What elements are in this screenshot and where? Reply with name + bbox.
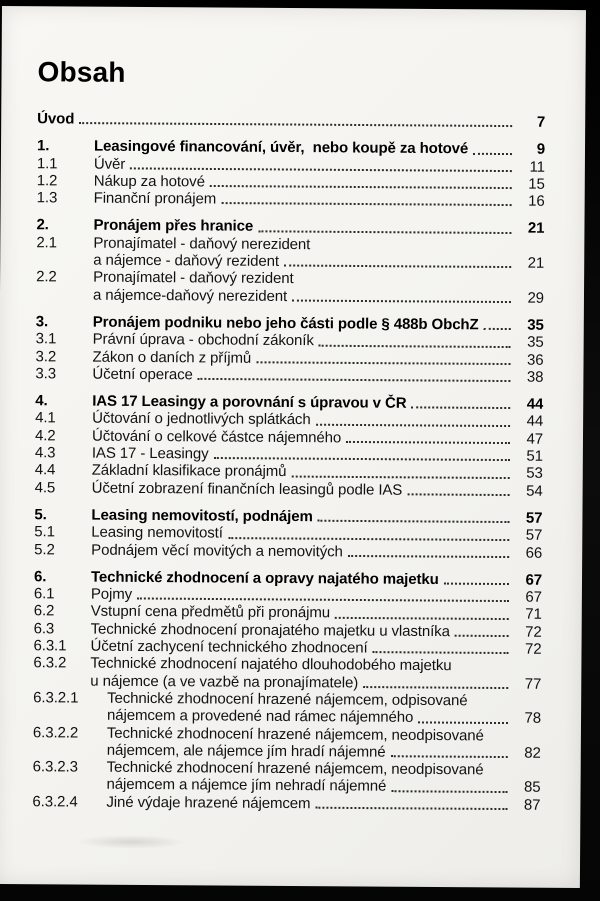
toc-entry-number: 4.1 — [35, 409, 56, 427]
toc-entry-number: 6.3 — [33, 619, 55, 638]
dot-leader — [348, 555, 509, 558]
toc-page-number: 47 — [526, 430, 544, 448]
toc-entry-number: 5.1 — [34, 523, 55, 541]
toc-line — [94, 190, 545, 210]
toc-entry-text: nájemcem a nájemce jím nehradí nájemné — [106, 776, 387, 796]
toc-entry — [36, 234, 544, 272]
toc-page-number: 44 — [526, 413, 544, 431]
toc-line — [106, 793, 540, 813]
toc-entry — [35, 365, 543, 386]
dot-leader — [411, 407, 510, 410]
toc-entry-text: Leasing nemovitostí, podnájem — [91, 506, 313, 526]
dot-leader — [284, 265, 511, 269]
toc-entry-text: Účetní operace — [92, 365, 193, 384]
toc-entry-body — [37, 110, 545, 131]
dot-leader — [455, 635, 509, 637]
dot-leader — [316, 423, 511, 426]
toc-entry-text: u nájemce (a ve vazbě na pronajímatele) — [90, 672, 359, 692]
dot-leader — [473, 152, 512, 154]
toc-entry-number: 4.2 — [34, 426, 56, 445]
toc-entry-body — [94, 190, 545, 210]
page-content — [32, 56, 545, 814]
dot-leader — [137, 598, 509, 603]
toc-entry-text: Leasing nemovitostí — [91, 523, 223, 542]
toc-page-number: 21 — [527, 220, 545, 238]
dot-leader — [228, 537, 509, 541]
toc-entry-body — [92, 365, 543, 385]
toc-entry-number: 1.1 — [36, 154, 58, 172]
toc-entry — [33, 724, 541, 762]
scanned-page — [0, 6, 586, 888]
toc-page-number: 35 — [527, 333, 544, 352]
dot-leader — [484, 328, 511, 330]
toc-page-number: 78 — [524, 709, 542, 727]
toc-page-number: 77 — [524, 675, 542, 693]
toc-entry-number: 5. — [34, 506, 47, 524]
toc-entry-body — [107, 724, 541, 762]
toc-entry-body — [92, 479, 543, 499]
toc-entry-text: nájemcem a provedené nad rámec nájemného — [106, 706, 414, 727]
toc-entry-number: 3.3 — [35, 365, 57, 383]
toc-entry-text: Právní úprava - obchodní zákoník — [92, 330, 314, 350]
toc-page-number: 29 — [527, 289, 545, 307]
toc-entry-text: Leasingové financování, úvěr, nebo koupě za hotové — [93, 137, 469, 158]
dot-leader — [198, 378, 511, 382]
toc-entry-body — [107, 759, 541, 797]
toc-entry-number: 6. — [33, 568, 47, 586]
toc-page-number: 54 — [526, 482, 543, 500]
toc-entry-text: nájemcem, ale nájemce jím hradí nájemné — [106, 741, 386, 761]
toc-entry-text: Zákon o daních z příjmů — [92, 348, 252, 367]
toc-entry-text: Úvod — [37, 110, 75, 128]
toc-entry-text: Jiné výdaje hrazené nájemcem — [106, 793, 311, 812]
toc-entry-body — [93, 269, 544, 307]
toc-entry-body — [91, 541, 542, 561]
toc-page-number: 44 — [526, 395, 544, 413]
toc-line — [93, 286, 544, 306]
toc-entry-number: 4.4 — [34, 461, 56, 479]
toc-entry-number: 4. — [35, 392, 48, 410]
toc-entry-number: 2.1 — [36, 234, 57, 252]
dot-leader — [335, 617, 509, 620]
toc-entry-text: Účetní zobrazení finančních leasingů podle IAS — [91, 479, 403, 499]
toc-entry-text: Pronájem přes hranice — [93, 217, 254, 236]
toc-page-number: 15 — [528, 175, 545, 193]
toc-page-number: 38 — [526, 368, 544, 386]
toc-entry — [33, 655, 541, 693]
toc-entry-text: Finanční pronájem — [93, 189, 217, 208]
toc-entry-number: 6.3.2 — [33, 654, 67, 672]
dot-leader — [418, 721, 508, 724]
toc-entry-number: 2.2 — [36, 268, 57, 286]
toc-line — [92, 365, 543, 385]
toc-entry-number: 1. — [36, 137, 50, 155]
toc-entry — [33, 758, 541, 796]
toc-page-number: 72 — [525, 623, 542, 641]
scan-smudge — [76, 835, 186, 850]
toc-entry — [37, 110, 545, 131]
toc-entry-number: 6.3.2.2 — [32, 723, 79, 742]
toc-page-number: 36 — [526, 351, 544, 369]
toc-entry — [33, 689, 541, 727]
toc-entry-text: Úvěr — [93, 155, 126, 173]
toc-entry-text: IAS 17 Leasingy a porovnání s úpravou v ČR — [92, 392, 407, 412]
toc-page-number: 16 — [528, 192, 545, 210]
toc-entry-text: Základní klasifikace pronájmů — [91, 461, 287, 481]
toc-page-number: 7 — [536, 113, 546, 131]
toc-entry-body — [93, 234, 544, 272]
toc-page-number: 53 — [526, 465, 543, 483]
toc-entry — [36, 269, 544, 307]
toc-entry-number: 1.2 — [36, 172, 58, 190]
dot-leader — [363, 686, 508, 689]
toc-page-number: 85 — [523, 779, 541, 797]
dot-leader — [319, 344, 511, 347]
dot-leader — [292, 300, 511, 304]
toc-entry-body — [90, 655, 541, 693]
toc-entry-number: 6.1 — [33, 585, 55, 603]
toc-page-number: 21 — [527, 254, 545, 272]
toc-entry-number: 4.5 — [34, 478, 56, 497]
dot-leader — [391, 790, 507, 793]
page-title: Obsah — [37, 56, 126, 88]
toc-entry-text: Pronajímatel - daňový nerezident — [93, 234, 311, 253]
toc-page-number: 51 — [526, 447, 543, 465]
dot-leader — [346, 441, 510, 444]
toc-entry-text: Vstupní cena předmětů při pronájmu — [90, 603, 331, 622]
toc-entry-text: Technické zhodnocení pronajatého majetku u vlastníka — [90, 620, 450, 640]
toc-entry-text: Podnájem věcí movitých a nemovitých — [91, 541, 343, 560]
toc-entry-body — [107, 690, 541, 728]
dot-leader — [258, 230, 511, 234]
toc-entry — [37, 189, 545, 210]
toc-page-number: 66 — [525, 544, 543, 562]
toc-page-number: 11 — [529, 158, 545, 176]
toc-entry-number: 6.3.1 — [33, 637, 67, 655]
toc-entry-text: a nájemce-daňový nerezident — [92, 286, 288, 305]
toc-entry-text: Pronajímatel - daňový rezident — [93, 269, 294, 288]
toc-entry-number: 6.3.2.1 — [33, 689, 79, 707]
toc-entry-text: Technické zhodnocení a opravy najatého majetku — [90, 568, 439, 588]
toc-entry-text: Nákup za hotové — [93, 172, 205, 191]
toc-entry-text: Účetní zachycení technického zhodnocení — [90, 637, 368, 657]
dot-leader — [315, 807, 507, 810]
dot-leader — [373, 651, 509, 654]
dot-leader — [444, 583, 509, 585]
toc-entry-number: 3.1 — [35, 330, 57, 348]
dot-leader — [130, 167, 512, 172]
toc-entry-text: Technické zhodnocení hrazené nájemcem, neodpisované — [106, 724, 484, 744]
toc-entry-body — [106, 793, 540, 813]
toc-entry — [35, 479, 543, 500]
toc-entry-text: a nájemce - daňový rezident — [93, 251, 280, 271]
dot-leader — [210, 185, 512, 189]
toc-entry-number: 5.2 — [34, 540, 55, 558]
dot-leader — [291, 475, 509, 479]
toc-entry-number: 2. — [36, 216, 49, 234]
toc-entry-text: Účtování o celkové částce nájemného — [91, 427, 342, 447]
dot-leader — [256, 361, 510, 365]
toc-line — [91, 541, 542, 561]
dot-leader — [79, 122, 512, 127]
toc-entry-text: Technické zhodnocení hrazené nájemcem, odpisované — [107, 689, 468, 710]
toc-list — [32, 110, 545, 814]
toc-entry-number: 4.3 — [34, 444, 56, 462]
toc-page-number: 72 — [524, 640, 542, 658]
dot-leader — [221, 203, 511, 207]
toc-entry-text: Pojmy — [90, 585, 133, 604]
toc-entry-number: 3.2 — [35, 347, 57, 365]
toc-page-number: 57 — [525, 509, 543, 527]
toc-page-number: 67 — [525, 571, 543, 589]
toc-entry-number: 6.2 — [33, 602, 55, 620]
toc-page-number: 67 — [525, 588, 542, 606]
toc-page-number: 82 — [524, 744, 541, 762]
toc-entry — [32, 793, 540, 814]
toc-entry-number: 1.3 — [36, 189, 58, 207]
toc-entry-text: Technické zhodnocení hrazené nájemcem, neodpisované — [106, 758, 484, 779]
toc-entry — [34, 541, 542, 562]
toc-entry-text: Pronájem podniku nebo jeho části podle § 488b ObchZ — [92, 313, 479, 334]
toc-page-number: 9 — [536, 141, 546, 159]
toc-page-number: 87 — [523, 796, 541, 814]
dot-leader — [214, 457, 510, 461]
toc-line — [92, 479, 543, 499]
toc-entry-number: 6.3.2.3 — [32, 758, 78, 776]
toc-entry-text: Účtování o jednotlivých splátkách — [92, 410, 311, 429]
toc-page-number: 35 — [527, 316, 544, 334]
toc-line — [37, 110, 545, 131]
dot-leader — [318, 520, 510, 523]
toc-page-number: 71 — [525, 606, 542, 624]
toc-entry-text: Technické zhodnocení najatého dlouhodobého majetku — [90, 654, 452, 675]
toc-entry-number: 6.3.2.4 — [32, 792, 78, 811]
toc-page-number: 57 — [525, 526, 543, 545]
dot-leader — [407, 493, 509, 496]
toc-entry-number: 3. — [35, 313, 49, 331]
toc-entry-text: IAS 17 - Leasingy — [91, 444, 209, 463]
dot-leader — [391, 755, 508, 758]
